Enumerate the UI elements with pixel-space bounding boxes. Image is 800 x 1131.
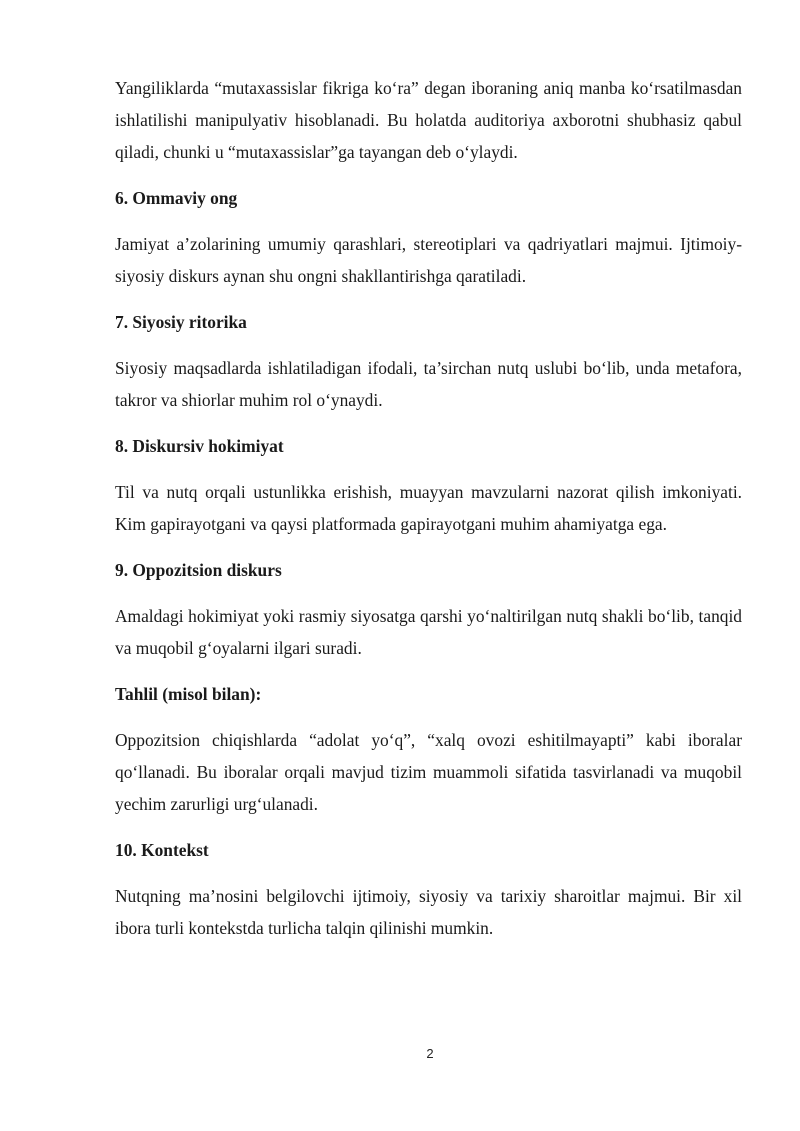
paragraph-oppozitsion-diskurs: Amaldagi hokimiyat yoki rasmiy siyosatga qarshi yo‘naltirilgan nutq shakli bo‘lib, tanqid va muqobil g‘oyalarni ilgari suradi.	[115, 606, 742, 658]
paragraph-tahlil: Oppozitsion chiqishlarda “adolat yo‘q”, “xalq ovozi eshitilmayapti” kabi iboralar qo‘llanadi. Bu iboralar orqali mavjud tizim muammoli sifatida tasvirlanadi va muqobil yechim zarurligi urg‘ulanadi.	[115, 730, 742, 814]
page-number: 2	[426, 1046, 434, 1061]
heading-oppozitsion-diskurs: 9. Oppozitsion diskurs	[115, 560, 282, 580]
paragraph-kontekst: Nutqning ma’nosini belgilovchi ijtimoiy, siyosiy va tarixiy sharoitlar majmui. Bir xil ibora turli kontekstda turlicha talqin qilinishi mumkin.	[115, 886, 742, 938]
paragraph-ommaviy-ong: Jamiyat a’zolarining umumiy qarashlari, stereotiplari va qadriyatlari majmui. Ijtimoiy-siyosiy diskurs aynan shu ongni shakllantirishga qaratiladi.	[115, 234, 742, 286]
document-page	[115, 72, 742, 958]
paragraph-intro: Yangiliklarda “mutaxassislar fikriga ko‘ra” degan iboraning aniq manba ko‘rsatilmasdan ishlatilishi manipulyativ hisoblanadi. Bu holatda auditoriya axborotni shubhasiz qabul qiladi, chunki u “mutaxassislar”ga tayangan deb o‘ylaydi.	[115, 78, 742, 162]
heading-siyosiy-ritorika: 7. Siyosiy ritorika	[115, 312, 247, 332]
paragraph-siyosiy-ritorika: Siyosiy maqsadlarda ishlatiladigan ifodali, ta’sirchan nutq uslubi bo‘lib, unda metafora, takror va shiorlar muhim rol o‘ynaydi.	[115, 358, 742, 410]
paragraph-diskursiv-hokimiyat: Til va nutq orqali ustunlikka erishish, muayyan mavzularni nazorat qilish imkoniyati. Kim gapirayotgani va qaysi platformada gapirayotgani muhim ahamiyatga ega.	[115, 482, 742, 534]
heading-diskursiv-hokimiyat: 8. Diskursiv hokimiyat	[115, 436, 284, 456]
heading-ommaviy-ong: 6. Ommaviy ong	[115, 188, 238, 208]
heading-tahlil: Tahlil (misol bilan):	[115, 684, 262, 704]
heading-kontekst: 10. Kontekst	[115, 840, 209, 860]
